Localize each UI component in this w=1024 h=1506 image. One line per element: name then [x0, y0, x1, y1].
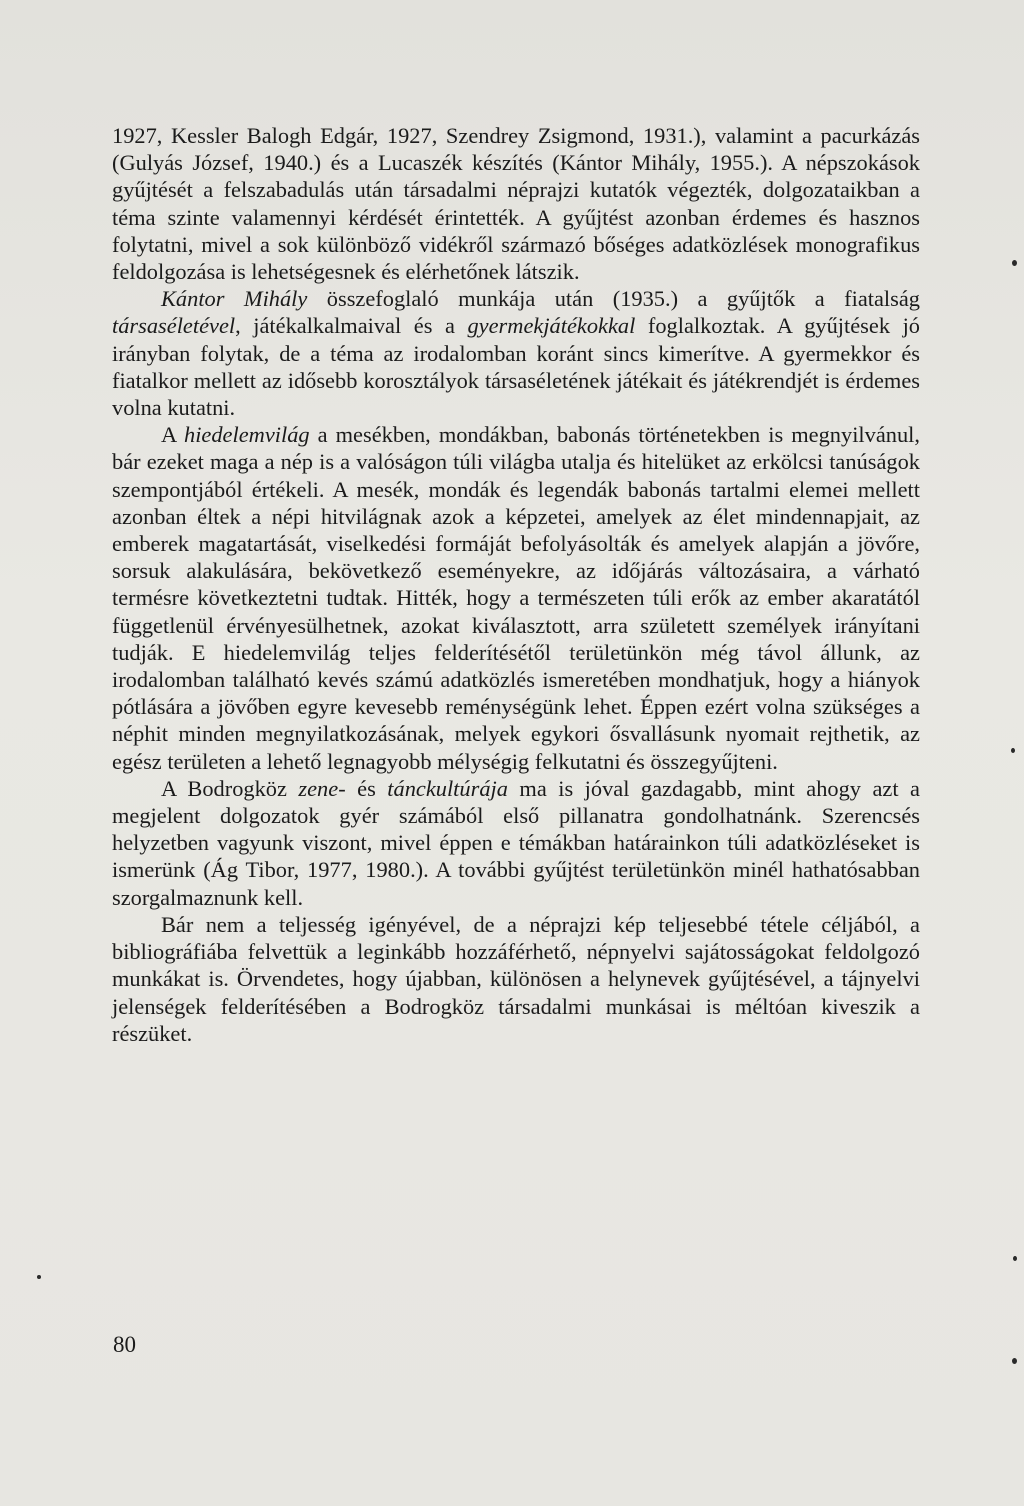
scan-speck — [37, 1275, 41, 1279]
italic-run: gyermekjátékokkal — [467, 313, 636, 339]
paragraph — [112, 421, 920, 775]
text-run: a mesékben, mondákban, babonás történetekben is megnyilvánul, bár ezeket maga a nép is a valóságon túli világba utalja és hitelüket az erkölcsi tanúságok szempontjából értékeli. A mesék, mondák és legendák babonás tartalmi elemei mellett azonban éltek a népi hitvilágnak azok a képzetei, amelyek az élet mindennapjait, az emberek magatartását, viselkedési formáját befolyásolták és amelyek alapján a jövőre, sorsuk alakulására, bekövetkező eseményekre, az időjárás változásaira, a várható termésre következtetni tudtak. Hitték, hogy a természeten túli erők az ember akaratától függetlenül érvényesülhetnek, azokat kiválasztott, arra született személyek irányítani tudják. E hiedelemvilág teljes felderítésétől területünkön még távol állunk, az irodalomban található kevés számú adatközlés ismeretében mondhatjuk, hogy a hiányok pótlására a jövőben egyre kevesebb reménységünk lehet. Éppen ezért volna szükséges a néphit minden megnyilatkozásának, melyek egykori ősvallásunk nyomait rejthetik, az egész területen a lehető legnagyobb mélységig felkutatni és összegyűjteni. — [112, 422, 920, 774]
paragraph — [112, 775, 920, 911]
italic-run: Kántor Mihály — [161, 286, 308, 312]
page-number: 80 — [113, 1332, 136, 1357]
italic-run: tánckultúrája — [387, 775, 508, 801]
text-run: A Bodrogköz — [161, 775, 299, 801]
scan-speck — [1011, 748, 1015, 753]
italic-run: zene- — [298, 775, 346, 801]
scan-speck — [1012, 260, 1017, 266]
text-run: A — [161, 422, 184, 448]
body-text — [112, 122, 920, 1047]
scan-speck — [1013, 1256, 1017, 1261]
text-run: foglalkoztak. A gyűjtések jó irányban folytak, de a téma az irodalomban koránt sincs kimerítve. A gyermekkor és fiatalkor mellett az idősebb korosztályok társaséletének játékait és játékrendjét is érdemes volna kutatni. — [112, 313, 920, 421]
text-run: és — [345, 775, 388, 801]
text-run: ma is jóval gazdagabb, mint ahogy azt a megjelent dolgozatok gyér számából első pillanatra gondolhatnánk. Szerencsés helyzetben vagyunk viszont, mivel éppen e témákban határainkon túli adatközléseket is ismerünk (Ág Tibor, 1977, 1980.). A további gyűjtést területünkön minél hathatósabban szorgalmaznunk kell. — [112, 775, 920, 910]
italic-run: társaséletével — [112, 313, 236, 339]
italic-run: hiedelemvilág — [184, 422, 310, 448]
paragraph — [112, 285, 920, 421]
scan-speck — [1012, 1358, 1017, 1364]
text-run: Bár nem a teljesség igényével, de a néprajzi kép teljesebbé tétele céljából, a bibliográfiába felvettük a leginkább hozzáférhető, népnyelvi sajátosságokat feldolgozó munkákat is. Örvendetes, hogy újabban, különösen a helynevek gyűjtésével, a tájnyelvi jelenségek felderítésében a Bodrogköz társadalmi munkásai is méltóan kiveszik a részüket. — [112, 911, 920, 1046]
paragraph — [112, 911, 920, 1047]
text-run: , játékalkalmaival és a — [235, 313, 468, 339]
text-run: 1927, Kessler Balogh Edgár, 1927, Szendrey Zsigmond, 1931.), valamint a pacurkázás (Gulyás József, 1940.) és a Lucaszék készítés (Kántor Mihály, 1955.). A népszokások gyűjtését a felszabadulás után társadalmi néprajzi kutatók végezték, dolgozataikban a téma szinte valamennyi kérdését érintették. A gyűjtést azonban érdemes és hasznos folytatni, mivel a sok különböző vidékről származó bőséges adatközlések monografikus feldolgozása is lehetségesnek és elérhetőnek látszik. — [112, 123, 920, 285]
text-run: összefoglaló munkája után (1935.) a gyűjtők a fiatalság — [307, 286, 920, 312]
paragraph — [112, 122, 920, 285]
